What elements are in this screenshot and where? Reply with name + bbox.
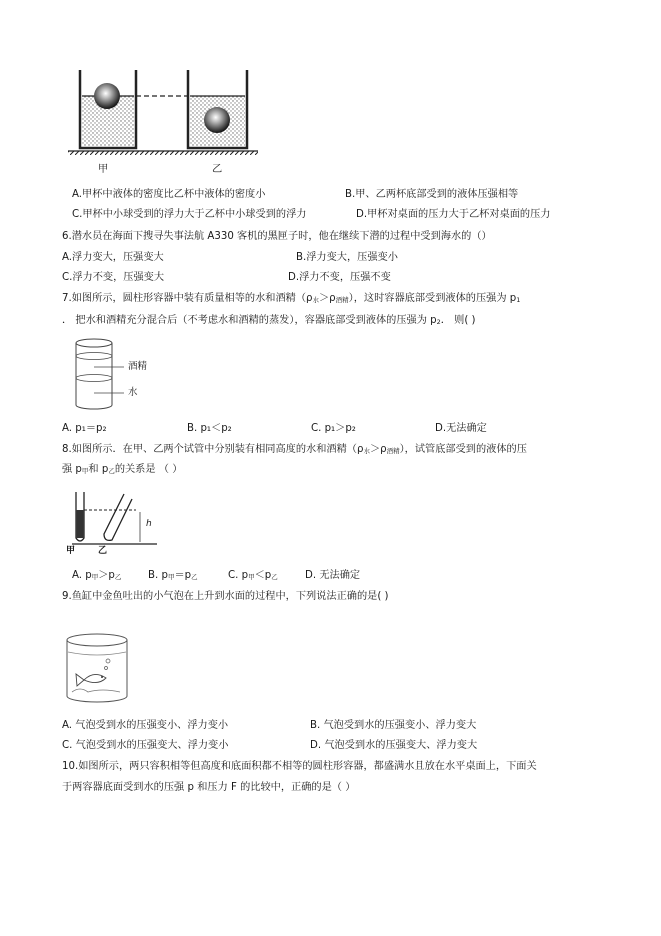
q7-option-d: D.无法确定	[435, 423, 487, 434]
q8-figure-label-jia: 甲	[66, 546, 76, 556]
q7-figure-label-alcohol: 酒精	[128, 361, 148, 372]
figure-label-jia: 甲	[98, 164, 109, 175]
figure-fish-tank	[62, 630, 132, 710]
figure-cylinder	[72, 336, 162, 414]
q8-option-d: D. 无法确定	[305, 570, 361, 581]
q7-option-c: C. p₁＞p₂	[311, 423, 356, 434]
q7-stem-line2: ． 把水和酒精充分混合后（不考虑水和酒精的蒸发），容器底部受到液体的压强为 p2． 则( )	[62, 315, 476, 326]
q5-option-a: A.甲杯中液体的密度比乙杯中液体的密度小	[72, 189, 266, 200]
q8-stem-line1: 8.如图所示．在甲、乙两个试管中分别装有相同高度的水和酒精（ρ水＞ρ酒精），试管底部受到的液体的压	[62, 444, 527, 455]
q7-option-a: A. p₁＝p₂	[62, 423, 107, 434]
q8-option-b: B. p甲＝p乙	[148, 570, 198, 581]
figure-label-yi: 乙	[212, 164, 223, 175]
q7-option-b: B. p₁＜p₂	[187, 423, 232, 434]
q10-stem-line2: 于两容器底面受到水的压强 p 和压力 F 的比较中，正确的是（ ）	[62, 782, 356, 793]
q9-stem: 9.鱼缸中金鱼吐出的小气泡在上升到水面的过程中，下列说法正确的是( )	[62, 591, 389, 602]
q9-option-d: D. 气泡受到水的压强变大、浮力变大	[310, 740, 478, 751]
figure-beakers	[60, 60, 260, 180]
q10-stem-line1: 10.如图所示，两只容积相等但高度和底面积都不相等的圆柱形容器，都盛满水且放在水平桌面上，下面关	[62, 761, 537, 772]
q8-figure-label-yi: 乙	[98, 546, 108, 556]
q6-option-a: A.浮力变大，压强变大	[62, 252, 164, 263]
q7-figure-label-water: 水	[128, 387, 138, 398]
q6-option-b: B.浮力变大，压强变小	[296, 252, 398, 263]
q8-option-c: C. p甲＜p乙	[228, 570, 278, 581]
q6-stem: 6.潜水员在海面下搜寻失事法航 A330 客机的黑匣子时，他在继续下潜的过程中受到海水的（）	[62, 231, 492, 242]
q8-option-a: A. p甲＞p乙	[72, 570, 122, 581]
q8-figure-label-h: h	[146, 519, 152, 529]
q9-option-c: C. 气泡受到水的压强变大、浮力变小	[62, 740, 229, 751]
q9-option-b: B. 气泡受到水的压强变小、浮力变大	[310, 720, 477, 731]
q8-stem-line2: 强 p甲和 p乙的关系是 （ ）	[62, 464, 183, 475]
q6-option-d: D.浮力不变，压强不变	[288, 272, 391, 283]
q5-option-c: C.甲杯中小球受到的浮力大于乙杯中小球受到的浮力	[72, 209, 307, 220]
q6-option-c: C.浮力不变，压强变大	[62, 272, 165, 283]
q7-stem-line1: 7.如图所示，圆柱形容器中装有质量相等的水和酒精（ρ水＞ρ酒精），这时容器底部受到液体的压强为 p1	[62, 293, 521, 304]
q5-option-d: D.甲杯对桌面的压力大于乙杯对桌面的压力	[356, 209, 551, 220]
q5-option-b: B.甲、乙两杯底部受到的液体压强相等	[345, 189, 519, 200]
q9-option-a: A. 气泡受到水的压强变小、浮力变小	[62, 720, 229, 731]
